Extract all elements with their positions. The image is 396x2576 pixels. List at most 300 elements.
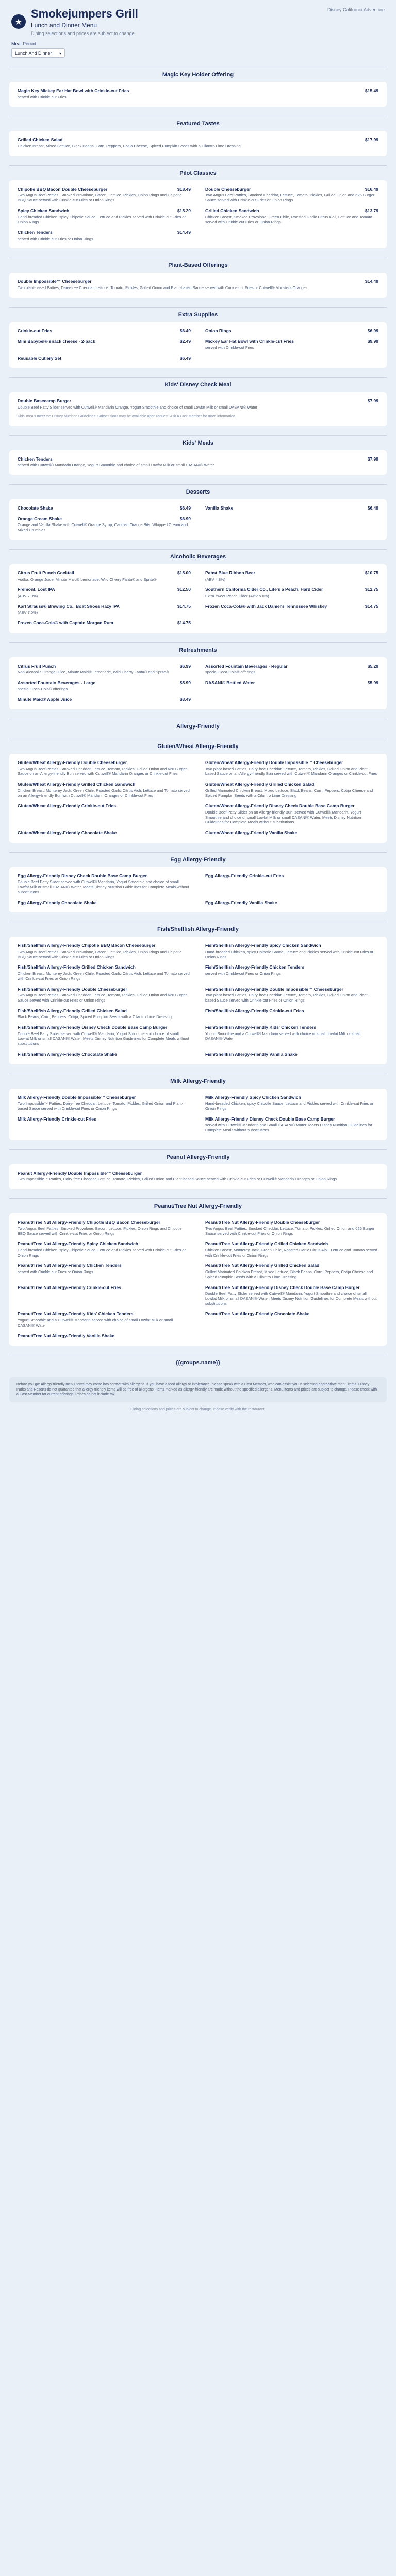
menu-item-header [18,338,191,344]
menu-item-header [18,328,191,334]
menu-item-description: Vodka, Orange Juice, Minute Maid® Lemonade, Wild Cherry Fanta® and Sprite® [18,577,157,582]
menu-item [18,664,191,675]
menu-item-description: Double Beef Patty Slider served with Cutwell® Mandarin, Yogurt Smoothie and choice of small Lowfat Milk or small DASANI® Water. Meets Disney Nutrition Guidelines for Complete Meals without substitutions [205,1291,377,1306]
menu-item-header [18,456,378,462]
menu-item-price: $14.49 [365,279,378,284]
menu-item [205,782,378,798]
menu-item-header [205,1219,378,1225]
menu-item-header [18,1095,191,1100]
menu-item-description: Double Beef Patty Slider served with Cutwell® Mandarin, Yogurt Smoothie and choice of small Lowfat Milk or small DASANI® Water. Meets Disney Nutrition Guidelines for Complete Meals without substitutions [18,1031,189,1046]
menu-item [18,680,191,691]
menu-item-header [205,964,378,970]
menu-item [205,208,378,225]
menu-item-header [205,1285,378,1291]
section-title: Alcoholic Beverages [9,549,387,560]
meal-period-value: Lunch And Dinner [15,50,52,56]
menu-item [18,1311,191,1328]
menu-item-description: (ABV 4.8%) [205,577,226,582]
section-title: Egg Allergy-Friendly [9,852,387,863]
menu-sections [0,67,396,1366]
menu-item [18,208,191,225]
menu-item [18,782,191,798]
menu-item-price: $3.49 [179,697,191,702]
menu-item [205,570,378,582]
menu-item-header [18,187,191,192]
menu-item-header [18,230,191,235]
menu-item [205,760,378,776]
menu-item-header [205,680,378,686]
menu-item-price: $12.50 [177,587,191,592]
menu-item-header [205,987,378,992]
section-title: Allergy-Friendly [9,719,387,730]
menu-item [18,505,191,511]
menu-item-name: Chicken Tenders [18,456,53,462]
menu-item-description: Yogurt Smoothie and a Cutwell® Mandarin served with choice of small Lowfat Milk or small DASANI® Water [18,1318,173,1328]
menu-item-header [205,900,378,906]
menu-item-price: $6.49 [179,328,191,333]
menu-item-description: Two plant-based Patties, Dairy-free Cheddar, Lettuce, Tomato, Pickles, Grilled Onion and Plant-based Sauce served with Crinkle-cut Fries or Onion Rings [205,993,369,1003]
menu-item-description: Double Beef Patty Slider on an Allergy-friendly Bun, served with Cutwell® Mandarin, Yogurt Smoothie and choice of small Lowfat Milk or small DASANI® Water. Meets Disney Nutrition Guidelines for Complete Meals without substitutions [205,809,361,825]
item-grid [18,760,378,836]
item-grid [18,88,378,99]
menu-item [18,1116,191,1133]
menu-item-name: Fish/Shellfish Allergy-Friendly Spicy Chicken Sandwich [205,943,321,948]
menu-item [205,1116,378,1133]
menu-item-name: Peanut/Tree Nut Allergy-Friendly Grilled Chicken Sandwich [205,1241,328,1247]
item-grid [18,398,378,410]
menu-item-header [18,782,191,787]
menu-item-name: Crinkle-cut Fries [18,328,53,333]
menu-item [18,230,191,241]
menu-item-header [205,1052,378,1057]
section-title: Pilot Classics [9,165,387,176]
menu-item-header [18,1052,191,1057]
menu-item-name: Milk Allergy-Friendly Spicy Chicken Sandwich [205,1094,301,1100]
menu-item-header [18,1219,191,1225]
menu-item-price: $15.29 [177,208,191,213]
menu-item-description: Two Angus Beef Patties, Smoked Cheddar, Lettuce, Tomato, Pickles, Grilled Onion and 626 Burger Sauce on an Allergy-friendly Bun served with Cutwell® Mandarin Oranges or Crinkle-cut Fries [18,766,187,776]
menu-item-name: Gluten/Wheat Allergy-Friendly Grilled Chicken Salad [205,782,315,787]
menu-item-name: Fremont, Lost IPA [18,587,55,592]
menu-item-description: Yogurt Smoothie and a Cutwell® Mandarin served with choice of small Lowfat Milk or small DASANI® Water [205,1031,361,1041]
menu-item-description: Two plant-based Patties, Dairy-free Cheddar, Lettuce, Tomato, Pickles, Grilled Onion and Plant-based Sauce on an Allergy-friendly Bun served with Cutwell® Mandarin Oranges or Crinkle-cut Fries [205,766,377,776]
menu-item-price: $14.75 [365,603,378,609]
menu-item [18,1333,191,1339]
menu-item-name: Fish/Shellfish Allergy-Friendly Double Impossible™ Cheeseburger [205,986,343,992]
menu-item-header [18,830,191,836]
menu-item [205,1025,378,1046]
menu-item-header [18,355,191,361]
menu-item-name: Chocolate Shake [18,505,53,511]
menu-item [18,873,191,895]
menu-item-header [18,1171,378,1176]
menu-item-header [205,604,378,609]
menu-item-price: $16.49 [365,186,378,192]
menu-item-name: Minute Maid® Apple Juice [18,697,72,702]
item-grid [18,456,378,468]
section-card [9,499,387,540]
menu-item-name: Onion Rings [205,328,232,333]
menu-item-header [18,760,191,766]
menu-item-description: Chicken Breast, Smoked Provolone, Green Chile, Roasted Garlic Citrus Aioli, Lettuce and Tomato served with Crinkle-cut Fries or Onion Rings [205,214,372,225]
menu-item-name: Peanut/Tree Nut Allergy-Friendly Chipotle BBQ Bacon Cheeseburger [18,1219,160,1225]
menu-item-name: Citrus Fruit Punch Cocktail [18,570,74,575]
menu-item-description: Grilled Marinated Chicken Breast, Mixed Lettuce, Black Beans, Corn, Peppers, Cotija Cheese and Spiced Pumpkin Seeds with a Cilantro Lime Dressing [205,1269,373,1279]
menu-item-description: Hand-breaded Chicken, spicy Chipotle Sauce, Lettuce and Pickles served with Crinkle-cut Fries or Onion Rings [205,949,373,959]
item-grid [18,187,378,242]
menu-item-description: Chicken Breast, Monterey Jack, Green Chile, Roasted Garlic Citrus Aioli, Lettuce and Tomato served on an Allergy-friendly Bun with Cutwell® Mandarin Oranges or Crinkle-cut Fries [18,788,190,798]
menu-item-header [205,587,378,592]
menu-item [18,570,191,582]
menu-item-description: special Coca-Cola® offerings [205,670,256,675]
menu-item-header [205,873,378,879]
menu-item [205,1052,378,1057]
menu-item-price: $5.29 [367,663,378,669]
menu-item-header [18,900,191,906]
menu-item-name: Gluten/Wheat Allergy-Friendly Crinkle-cut Fries [18,803,116,809]
item-grid [18,279,378,290]
section-title: Desserts [9,484,387,495]
menu-item-header [205,782,378,787]
menu-item-name: Peanut/Tree Nut Allergy-Friendly Disney Check Double Base Camp Burger [205,1284,360,1290]
menu-item [205,1241,378,1258]
menu-item-name: Egg Allergy-Friendly Chocolate Shake [18,900,97,905]
menu-item-price: $9.99 [367,338,378,344]
location-label: Disney California Adventure [327,7,385,12]
menu-item [205,505,378,511]
menu-item [18,900,191,906]
section-card [9,322,387,368]
menu-item-header [205,760,378,766]
menu-item [18,987,191,1003]
menu-item [205,1008,378,1020]
section-card [9,657,387,709]
section-card [9,180,387,249]
menu-item-price: $2.49 [179,338,191,344]
menu-item-name: Peanut/Tree Nut Allergy-Friendly Spicy Chicken Sandwich [18,1241,138,1247]
menu-item [18,187,191,203]
menu-item-header [18,137,378,143]
menu-item [18,355,191,361]
section-card [9,937,387,1064]
menu-item-header [205,338,378,344]
menu-item-name: Citrus Fruit Punch [18,663,56,669]
menu-item [18,398,378,410]
menu-item-description: Hand-breaded Chicken, spicy Chipotle Sauce, Lettuce and Pickles served with Crinkle-cut Fries or Onion Rings [205,1101,373,1111]
menu-item-header [205,664,378,669]
menu-item [18,964,191,981]
menu-item-description: served with Cutwell® Mandarin and Small DASANI® Water. Meets Disney Nutrition Guidelines for Complete Meals without substitutions [205,1123,372,1133]
menu-item [18,697,191,702]
menu-item-description: Orange and Vanilla Shake with Cutwell® Orange Syrup, Candied Orange Bits, Whipped Cream and Mixed Crumbles [18,522,188,533]
menu-item-header [18,873,191,879]
menu-item-name: Egg Allergy-Friendly Disney Check Double Base Camp Burger [18,873,147,878]
menu-item [18,1219,191,1236]
menu-item-header [205,1311,378,1317]
menu-item-name: Pabst Blue Ribbon Beer [205,570,255,575]
menu-item-price: $13.79 [365,208,378,213]
menu-item [18,803,191,825]
menu-item-header [18,1116,191,1122]
section-title: {{groups.name}} [9,1355,387,1366]
menu-item [18,830,191,836]
item-grid [18,1095,378,1133]
menu-item-name: Peanut/Tree Nut Allergy-Friendly Vanilla Shake [18,1333,115,1338]
menu-item [205,187,378,203]
menu-item-name: Gluten/Wheat Allergy-Friendly Chocolate Shake [18,830,117,836]
menu-item [205,1219,378,1236]
item-grid [18,328,378,361]
menu-item-header [205,1025,378,1030]
menu-item-name: Fish/Shellfish Allergy-Friendly Chocolate Shake [18,1051,117,1057]
item-grid [18,664,378,702]
menu-item-name: Gluten/Wheat Allergy-Friendly Vanilla Shake [205,830,298,836]
menu-item [18,338,191,350]
menu-item-name: Peanut/Tree Nut Allergy-Friendly Crinkle-cut Fries [18,1284,121,1290]
menu-item [205,803,378,825]
menu-item [18,760,191,776]
menu-item-header [18,279,378,284]
section-card [9,754,387,843]
item-grid [18,505,378,533]
menu-item-header [205,328,378,334]
menu-item-header [18,516,191,522]
item-grid [18,943,378,1057]
menu-item-header [18,1008,191,1014]
menu-item-name: Magic Key Mickey Ear Hat Bowl with Crinkle-cut Fries [18,88,129,93]
menu-item-header [18,620,191,626]
menu-item-name: Grilled Chicken Salad [18,137,63,143]
menu-item-header [18,587,191,592]
menu-item-name: Egg Allergy-Friendly Vanilla Shake [205,900,277,905]
section-title: Featured Tastes [9,116,387,127]
menu-item-price: $14.49 [177,230,191,235]
menu-item-header [205,1263,378,1268]
menu-item-name: Orange Cream Shake [18,516,62,521]
menu-item-name: Milk Allergy-Friendly Disney Check Double Base Camp Burger [205,1116,335,1122]
menu-item-description: served with Crinkle-cut Fries or Onion Rings [18,236,93,241]
menu-item-price: $7.99 [367,398,378,404]
section-title: Peanut/Tree Nut Allergy-Friendly [9,1198,387,1209]
menu-item [205,1311,378,1328]
menu-item-description: Two Angus Beef Patties, Smoked Cheddar, Lettuce, Tomato, Pickles, Grilled Onion and 626 Burger Sauce served with Crinkle-cut Fries or Onion Rings [205,193,375,203]
menu-item-name: Double Impossible™ Cheeseburger [18,279,92,284]
item-grid [18,137,378,148]
menu-item [205,328,378,334]
menu-item-price: $6.49 [367,505,378,511]
menu-item-description: served with Cutwell® Mandarin Orange, Yogurt Smoothie and choice of small Lowfat Milk or small DASANI® Water [18,463,214,468]
menu-item [205,338,378,350]
menu-header [0,0,396,58]
menu-item-price: $18.49 [177,186,191,192]
brand-row [11,7,385,36]
menu-item-header [18,88,378,94]
menu-item [18,1241,191,1258]
brand-left [11,7,138,36]
meal-period-select[interactable] [11,48,65,58]
menu-item [18,587,191,598]
menu-item-name: Fish/Shellfish Allergy-Friendly Kids' Chicken Tenders [205,1025,317,1030]
menu-item-name: Mini Babybel® snack cheese - 2-pack [18,338,95,344]
menu-item-name: Gluten/Wheat Allergy-Friendly Disney Check Double Base Camp Burger [205,803,355,809]
menu-item [205,664,378,675]
menu-item-description: Hand-breaded Chicken, spicy Chipotle Sauce, Lettuce and Pickles served with Crinkle-cut Fries or Onion Rings [18,1247,186,1258]
menu-item-header [18,697,191,702]
section-card [9,1164,387,1189]
menu-item-price: $6.99 [179,663,191,669]
section-title: Peanut Allergy-Friendly [9,1149,387,1160]
menu-item-description: Chicken Breast, Mixed Lettuce, Black Beans, Corn, Peppers, Cotija Cheese, Spiced Pumpkin Seeds with a Cilantro Lime Dressing [18,144,241,148]
menu-item [205,943,378,959]
menu-item-name: Peanut/Tree Nut Allergy-Friendly Chocolate Shake [205,1311,310,1317]
menu-item-header [205,1095,378,1100]
menu-item [205,900,378,906]
menu-item [205,873,378,895]
section-title: Magic Key Holder Offering [9,67,387,78]
allergy-disclaimer: Before you go: Allergy-friendly menu items may come into contact with allergens. If you have a food allergy or intolerance, please speak with a Cast Member, who can assist you in selecting appropriate menu items. Disney Parks and Resorts do not guarantee that allergy-friendly items will be free of allergens. Items marked as allergy-friendly are made without the specified allergens. Menu items and prices are subject to change. Please check with a Cast Member for current offerings. Prices do not include tax. [9,1377,387,1402]
section-card [9,1089,387,1140]
footer-note: Dining selections and prices are subject to change. Please verify with the restaurant. [130,1407,266,1411]
menu-item-header [205,1241,378,1247]
menu-item-description: Two Angus Beef Patties, Smoked Provolone, Bacon, Lettuce, Pickles, Onion Rings and Chipotle BBQ Sauce served with Crinkle-cut Fries or Onion Rings [18,193,182,203]
menu-item [205,587,378,598]
menu-item-name: Gluten/Wheat Allergy-Friendly Double Cheeseburger [18,760,127,766]
menu-item-name: Fish/Shellfish Allergy-Friendly Chipotle BBQ Bacon Cheeseburger [18,943,156,948]
restaurant-logo-icon: ★ [11,14,26,29]
menu-item-header [205,803,378,809]
menu-item-header [18,803,191,809]
menu-item-name: Southern California Cider Co., Life's a Peach, Hard Cider [205,587,323,592]
menu-item-name: Fish/Shellfish Allergy-Friendly Grilled Chicken Sandwich [18,964,136,970]
menu-item-header [205,208,378,214]
menu-item-name: Spicy Chicken Sandwich [18,208,70,213]
menu-item-description: Two Angus Beef Patties, Smoked Provolone, Bacon, Lettuce, Pickles, Onion Rings and Chipotle BBQ Sauce served with Crinkle-cut Fries or Onion Rings [18,949,182,959]
menu-item-name: Double Cheeseburger [205,186,251,192]
menu-item-name: Peanut/Tree Nut Allergy-Friendly Chicken Tenders [18,1263,122,1268]
menu-item-name: Milk Allergy-Friendly Crinkle-cut Fries [18,1116,96,1122]
section-footnote: Kids' meals meet the Disney Nutrition Guidelines. Substitutions may be available upon request. Ask a Cast Member for more information. [18,414,236,418]
menu-item-name: Fish/Shellfish Allergy-Friendly Grilled Chicken Salad [18,1008,127,1013]
section-title: Milk Allergy-Friendly [9,1074,387,1084]
menu-item-name: Chipotle BBQ Bacon Double Cheeseburger [18,186,108,192]
menu-item-price: $14.75 [177,603,191,609]
menu-item-name: Fish/Shellfish Allergy-Friendly Crinkle-cut Fries [205,1008,304,1013]
restaurant-name: Smokejumpers Grill [31,7,138,20]
menu-item-header [205,1008,378,1014]
menu-item-description: Two Angus Beef Patties, Smoked Cheddar, Lettuce, Tomato, Pickles, Grilled Onion and 626 Burger Sauce served with Crinkle-cut Fries or Onion Rings [18,993,187,1003]
menu-item-description: Black Beans, Corn, Peppers, Cotija, Spiced Pumpkin Seeds with a Cilantro Lime Dressing [18,1014,172,1020]
menu-item-header [18,943,191,948]
menu-item [205,964,378,981]
section-title: Kids' Disney Check Meal [9,377,387,388]
menu-item-price: $5.99 [367,680,378,686]
menu-item-name: Egg Allergy-Friendly Crinkle-cut Fries [205,873,284,878]
section-title: Fish/Shellfish Allergy-Friendly [9,922,387,933]
menu-item [205,604,378,615]
menu-item-name: DASANI® Bottled Water [205,680,255,686]
menu-item-header [205,570,378,576]
menu-item [205,1285,378,1307]
menu-item-name: Chicken Tenders [18,230,53,235]
chevron-down-icon: ▾ [59,50,61,56]
menu-item-header [18,1333,191,1339]
section-title: Kids' Meals [9,435,387,446]
menu-item-name: Fish/Shellfish Allergy-Friendly Vanilla Shake [205,1051,298,1057]
section-card [9,450,387,475]
menu-item-description: served with Crinkle-cut Fries [18,94,67,99]
menu-item-description: Two Impossible™ Patties, Dairy-free Cheddar, Lettuce, Tomato, Pickles, Grilled Onion and Plant-based Sauce served with Crinkle-cut Fries or Cutwell® Mandarin Oranges or Onion Rings [18,1177,337,1182]
menu-item-name: Fish/Shellfish Allergy-Friendly Double Cheeseburger [18,986,127,992]
menu-item-price: $15.49 [365,88,378,93]
menu-item-name: Assorted Fountain Beverages - Regular [205,663,288,669]
menu-item [18,279,378,290]
section-card [9,273,387,297]
menu-item-description: Chicken Breast, Monterey Jack, Green Chile, Roasted Garlic Citrus Aioli, Lettuce and Tomato served with Crinkle-cut Fries or Onion Rings [205,1247,377,1258]
section-card [9,82,387,107]
menu-item-name: Assorted Fountain Beverages - Large [18,680,96,686]
menu-item-header [18,1263,191,1268]
menu-item-price: $6.99 [367,328,378,333]
menu-item [18,516,191,533]
section-card [9,564,387,633]
menu-item [18,1008,191,1020]
menu-item-name: Peanut Allergy-Friendly Double Impossible™ Cheeseburger [18,1170,142,1176]
menu-item-header [205,830,378,836]
menu-item-header [18,987,191,992]
menu-item [18,1095,191,1111]
menu-item-header [205,1116,378,1122]
menu-item-price: $17.99 [365,137,378,143]
section-card [9,392,387,426]
menu-item [205,830,378,836]
menu-item-name: Reusable Cutlery Set [18,355,62,361]
menu-item [205,680,378,691]
menu-item [18,620,191,626]
menu-item-name: Grilled Chicken Sandwich [205,208,259,213]
menu-title: Lunch and Dinner Menu [31,22,97,29]
meal-period-label: Meal Period [11,41,37,46]
menu-item-price: $15.00 [177,570,191,575]
section-title: Refreshments [9,642,387,653]
menu-item-header [18,680,191,686]
section-card [9,867,387,913]
menu-item-name: Frozen Coca-Cola® with Captain Morgan Rum [18,620,113,626]
menu-item-header [18,505,191,511]
menu-item [18,943,191,959]
menu-item-header [18,664,191,669]
header-note: Dining selections and prices are subject to change. [31,31,136,36]
menu-item-description: Two Angus Beef Patties, Smoked Cheddar, Lettuce, Tomato, Pickles, Grilled Onion and 626 Burger Sauce served with Crinkle-cut Fries or Onion Rings [205,1226,375,1236]
menu-item-header [18,604,191,609]
menu-item-description: Hand-breaded Chicken, spicy Chipotle Sauce, Lettuce and Pickles served with Crinkle-cut Fries or Onion Rings [18,214,186,225]
menu-item-description: Chicken Breast, Monterey Jack, Green Chile, Roasted Garlic Citrus Aioli, Lettuce and Tomato served with Crinkle-cut Fries or Onion Rings [18,971,190,981]
menu-item-name: Gluten/Wheat Allergy-Friendly Double Impossible™ Cheeseburger [205,760,343,766]
menu-item-name: Vanilla Shake [205,505,234,511]
menu-item-description: (ABV 7.0%) [18,610,38,615]
menu-item [18,1052,191,1057]
menu-item-header [18,208,191,214]
menu-item [18,604,191,615]
section-title: Plant-Based Offerings [9,258,387,268]
menu-item-price: $6.99 [179,516,191,521]
menu-item [18,328,191,334]
menu-item [18,137,378,148]
menu-item-name: Peanut/Tree Nut Allergy-Friendly Grilled Chicken Salad [205,1263,320,1268]
menu-item-name: Double Basecamp Burger [18,398,71,404]
menu-item-name: Fish/Shellfish Allergy-Friendly Chicken Tenders [205,964,305,970]
menu-item-description: Extra sweet Peach Cider (ABV 5.0%) [205,593,269,598]
menu-item-description: Two plant-based Patties, Dairy-free Cheddar, Lettuce, Tomato, Pickles, Grilled Onion and Plant-based Sauce served with Crinkle-cut Fries or Cutwell® Monsters Oranges [18,285,308,290]
